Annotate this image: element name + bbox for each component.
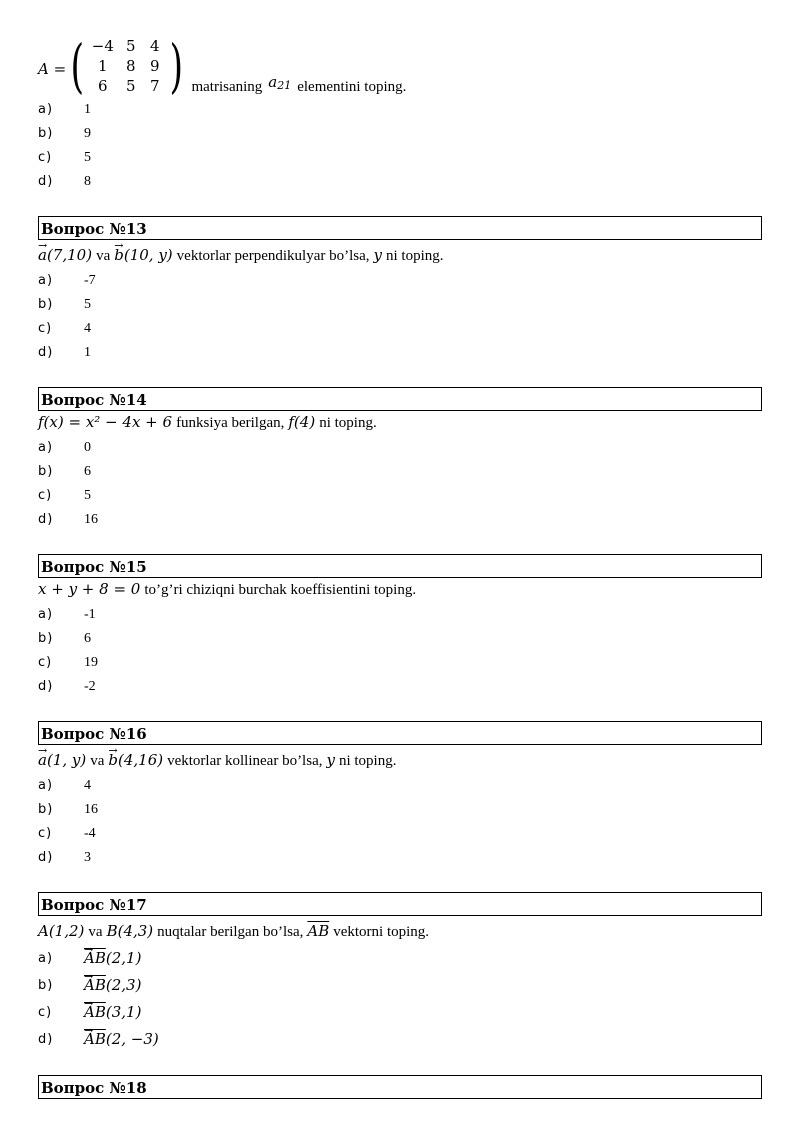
option-value: 16 xyxy=(84,512,98,527)
matrix-grid xyxy=(89,36,165,96)
matrix-cell: 1 xyxy=(98,57,108,75)
answer-option[interactable] xyxy=(38,603,766,627)
answer-option[interactable] xyxy=(38,627,766,651)
answer-option[interactable] xyxy=(38,1026,766,1053)
question-14-stem xyxy=(38,411,766,434)
option-key: a) xyxy=(38,273,54,288)
option-key: c) xyxy=(38,150,53,165)
vector-ab-symbol: → $\overline{AB}$ xyxy=(84,972,106,999)
answer-option[interactable] xyxy=(38,317,766,341)
option-coords: (2, −3) xyxy=(105,1030,159,1048)
vector-a-symbol: → a xyxy=(38,244,47,266)
question-text: ni toping. xyxy=(319,415,377,431)
option-key: b) xyxy=(38,802,54,817)
vector-a xyxy=(38,246,92,264)
left-paren: ( xyxy=(70,32,85,100)
question-text: vektorni toping. xyxy=(333,924,430,940)
conjunction: va xyxy=(96,248,111,264)
option-key: c) xyxy=(38,488,53,503)
option-value xyxy=(84,1026,159,1053)
answer-options xyxy=(38,774,766,870)
matrix-element xyxy=(268,73,291,92)
vector-a-symbol: → a xyxy=(38,749,47,771)
question-text: vektorlar perpendikulyar bo’lsa, xyxy=(176,248,370,264)
element-subscript: 21 xyxy=(277,79,292,92)
answer-option[interactable] xyxy=(38,675,766,699)
point-a: A(1,2) xyxy=(38,922,85,940)
answer-option[interactable] xyxy=(38,651,766,675)
answer-option[interactable] xyxy=(38,508,766,532)
option-value: -7 xyxy=(84,273,96,288)
function-value: f(4) xyxy=(288,413,316,431)
vector-a-coords: (7,10) xyxy=(46,246,93,264)
answer-option[interactable] xyxy=(38,98,766,122)
question-text: funksiya berilgan, xyxy=(176,415,285,431)
option-value: 5 xyxy=(84,150,91,165)
answer-option[interactable] xyxy=(38,122,766,146)
option-key: d) xyxy=(38,512,54,527)
vector-b-coords: (4,16) xyxy=(118,751,164,769)
answer-option[interactable] xyxy=(38,341,766,365)
option-value: 4 xyxy=(84,778,91,793)
option-key: b) xyxy=(38,464,54,479)
matrix-cell: 9 xyxy=(150,57,160,75)
option-value: 4 xyxy=(84,321,91,336)
question-16-header: Вопрос №16 xyxy=(38,721,762,745)
answer-option[interactable] xyxy=(38,945,766,972)
question-18-header: Вопрос №18 xyxy=(38,1075,762,1099)
answer-option[interactable] xyxy=(38,436,766,460)
option-value: 5 xyxy=(84,488,91,503)
answer-option[interactable] xyxy=(38,484,766,508)
question-text: ni toping. xyxy=(338,753,397,769)
vector-b-symbol: → b xyxy=(108,749,118,771)
question-17-header: Вопрос №17 xyxy=(38,892,762,916)
question-text: matrisaning xyxy=(191,79,263,95)
option-value: 6 xyxy=(84,464,91,479)
option-key: b) xyxy=(38,631,54,646)
vector-b xyxy=(114,246,172,264)
option-key: a) xyxy=(38,102,54,117)
answer-option[interactable] xyxy=(38,146,766,170)
conjunction: va xyxy=(88,924,103,940)
matrix-cell: 7 xyxy=(150,77,160,95)
question-15-stem xyxy=(38,578,766,601)
option-key: d) xyxy=(38,1032,54,1047)
option-key: c) xyxy=(38,826,53,841)
answer-option[interactable] xyxy=(38,999,766,1026)
matrix xyxy=(66,32,187,100)
question-15-header: Вопрос №15 xyxy=(38,554,762,578)
element-symbol: a xyxy=(268,73,278,91)
option-key: c) xyxy=(38,655,53,670)
function-formula: f(x) = x² − 4x + 6 xyxy=(38,413,173,431)
answer-option[interactable] xyxy=(38,798,766,822)
right-paren: ) xyxy=(169,32,183,100)
option-value: 1 xyxy=(84,102,91,117)
question-text: elementini toping. xyxy=(297,79,407,95)
option-key: a) xyxy=(38,951,54,966)
vector-b xyxy=(108,751,163,769)
answer-option[interactable] xyxy=(38,846,766,870)
variable: y xyxy=(326,751,335,769)
option-value: -2 xyxy=(84,679,96,694)
answer-option[interactable] xyxy=(38,170,766,194)
answer-option[interactable] xyxy=(38,269,766,293)
answer-options xyxy=(38,269,766,365)
option-value: 6 xyxy=(84,631,91,646)
line-equation: x + y + 8 = 0 xyxy=(38,580,141,598)
option-key: b) xyxy=(38,978,54,993)
answer-options xyxy=(38,436,766,532)
option-key: a) xyxy=(38,778,54,793)
matrix-cell: 4 xyxy=(150,37,160,55)
vector-ab-symbol: → $\overline{AB}$ xyxy=(84,945,106,972)
option-key: d) xyxy=(38,345,54,360)
option-coords: (2,1) xyxy=(105,949,142,967)
question-text: vektorlar kollinear bo’lsa, xyxy=(167,753,323,769)
option-value: 19 xyxy=(84,655,98,670)
option-value: -4 xyxy=(84,826,96,841)
question-14-header: Вопрос №14 xyxy=(38,387,762,411)
option-value: 3 xyxy=(84,850,91,865)
option-key: d) xyxy=(38,850,54,865)
point-b: B(4,3) xyxy=(106,922,154,940)
matrix-cell: 5 xyxy=(126,77,136,95)
answer-options xyxy=(38,945,766,1053)
vector-ab: $\overline{AB}$ xyxy=(307,922,330,940)
question-text: nuqtalar berilgan bo’lsa, xyxy=(157,924,304,940)
option-key: b) xyxy=(38,126,54,141)
option-key: c) xyxy=(38,1005,53,1020)
vector-a-coords: (1, y) xyxy=(46,751,87,769)
question-13-header: Вопрос №13 xyxy=(38,216,762,240)
matrix-cell: 6 xyxy=(98,77,108,95)
test-page xyxy=(38,32,766,1099)
answer-options xyxy=(38,603,766,699)
vector-a xyxy=(38,751,86,769)
option-key: b) xyxy=(38,297,54,312)
conjunction: va xyxy=(90,753,105,769)
question-13-stem xyxy=(38,244,766,267)
option-value: 16 xyxy=(84,802,98,817)
option-coords: (2,3) xyxy=(105,976,142,994)
answer-option[interactable] xyxy=(38,460,766,484)
option-value: 1 xyxy=(84,345,91,360)
answer-options xyxy=(38,98,766,194)
question-text: ni toping. xyxy=(386,248,444,264)
question-16-stem xyxy=(38,749,766,772)
matrix-label: A = xyxy=(38,60,67,78)
option-key: d) xyxy=(38,679,54,694)
matrix-cell: −4 xyxy=(91,37,114,55)
vector-ab-symbol: → $\overline{AB}$ xyxy=(84,1026,106,1053)
variable: y xyxy=(373,246,382,264)
matrix-cell: 8 xyxy=(126,57,136,75)
answer-option[interactable] xyxy=(38,293,766,317)
option-key: c) xyxy=(38,321,53,336)
option-coords: (3,1) xyxy=(105,1003,142,1021)
option-key: a) xyxy=(38,607,54,622)
answer-option[interactable] xyxy=(38,972,766,999)
answer-option[interactable] xyxy=(38,822,766,846)
question-12-stem xyxy=(38,32,766,100)
question-17-stem xyxy=(38,920,766,943)
option-key: d) xyxy=(38,174,54,189)
question-text: to’g’ri chiziqni burchak koeffisientini toping. xyxy=(144,582,417,598)
option-value: 0 xyxy=(84,440,91,455)
vector-ab-symbol: → $\overline{AB}$ xyxy=(84,999,106,1026)
option-value: 5 xyxy=(84,297,91,312)
option-value: 8 xyxy=(84,174,91,189)
answer-option[interactable] xyxy=(38,774,766,798)
option-key: a) xyxy=(38,440,54,455)
option-value: -1 xyxy=(84,607,96,622)
vector-b-coords: (10, y) xyxy=(123,246,173,264)
matrix-cell: 5 xyxy=(126,37,136,55)
vector-b-symbol: → b xyxy=(114,244,124,266)
option-value: 9 xyxy=(84,126,91,141)
